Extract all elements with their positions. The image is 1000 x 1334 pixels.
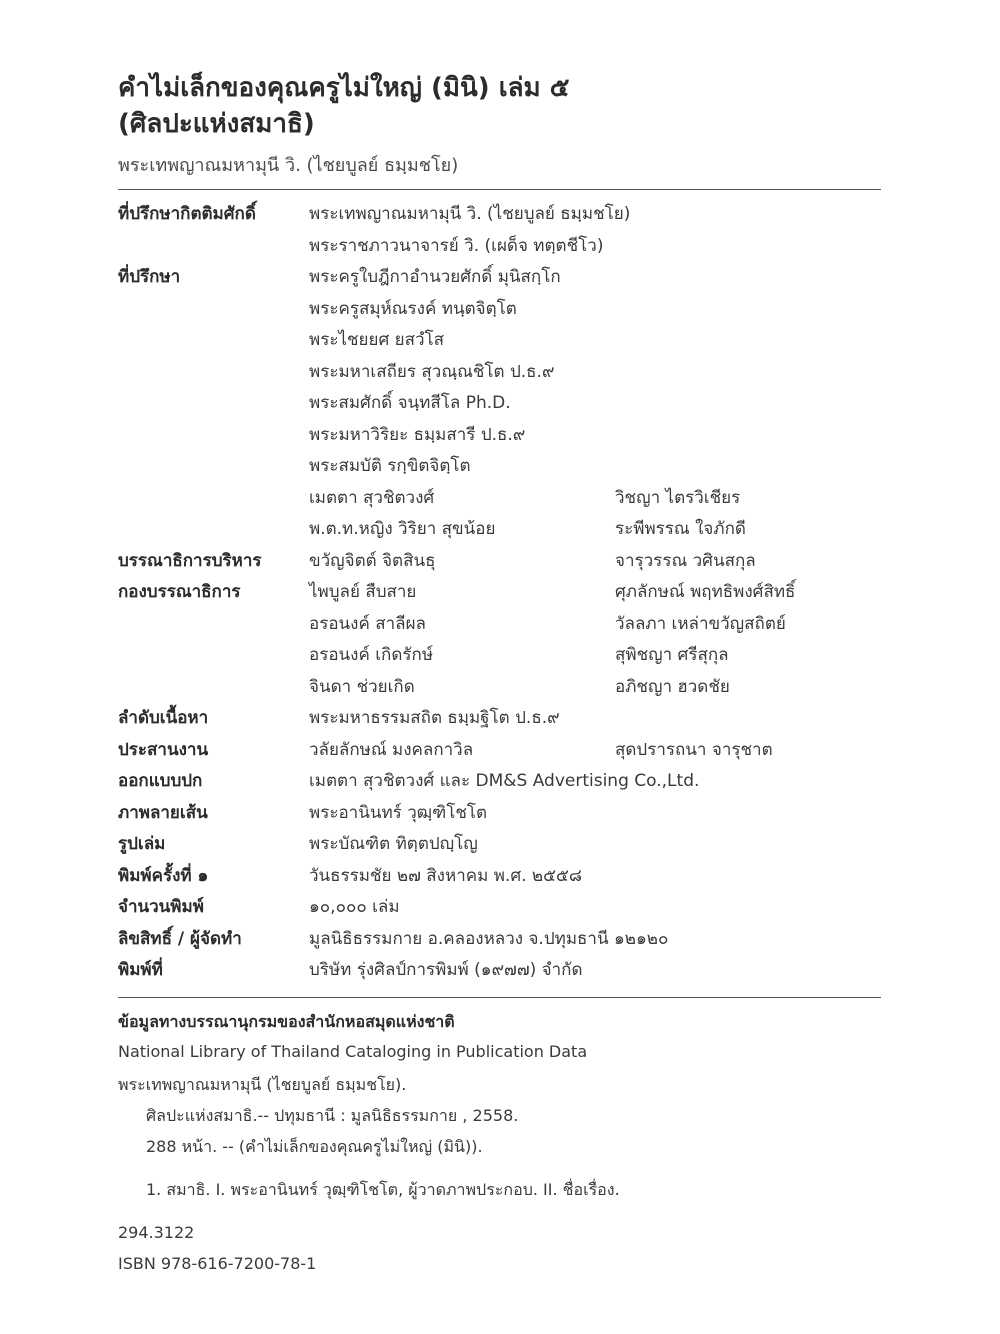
cip-class-number: 294.3122	[118, 1223, 195, 1242]
credit-person: พระเทพญาณมหามุนี วิ. (ไชยบูลย์ ธมฺมชโย)	[309, 204, 631, 224]
credit-role: ที่ปรึกษา	[118, 267, 181, 287]
credit-person: ขวัญจิตต์ จิตสินธุ	[309, 550, 436, 571]
credit-person: มูลนิธิธรรมกาย อ.คลองหลวง จ.ปทุมธานี ๑๒๑๒๐	[309, 928, 669, 949]
bottom-divider	[118, 997, 881, 998]
credit-row	[118, 924, 881, 956]
credit-person: เมตตา สุวชิตวงศ์	[309, 487, 435, 508]
credit-person: เมตตา สุวชิตวงศ์ และ DM&S Advertising Co.,Ltd.	[309, 771, 700, 791]
credit-person: ศุภลักษณ์ พฤทธิพงศ์สิทธิ์	[615, 582, 796, 602]
credit-row	[118, 325, 881, 357]
credit-person: ระพีพรรณ ใจภักดี	[615, 519, 746, 539]
credit-row	[118, 703, 881, 735]
credit-person: วัลลภา เหล่าขวัญสถิตย์	[615, 613, 786, 634]
credit-person: ๑๐,๐๐๐ เล่ม	[309, 897, 400, 917]
cip-subjects-line: 1. สมาธิ. I. พระอานินทร์ วุฒฺฑิโชโต, ผู้วาดภาพประกอบ. II. ชื่อเรื่อง.	[146, 1180, 620, 1199]
credit-person: พระสมศักดิ์ จนฺทสีโล Ph.D.	[309, 393, 511, 413]
credit-person: วิชญา ไตรวิเชียร	[615, 487, 741, 508]
credit-row	[118, 388, 881, 420]
credit-row	[118, 861, 881, 893]
credit-person: พระมหาเสถียร สุวณฺณชิโต ป.ธ.๙	[309, 361, 555, 382]
credit-role: บรรณาธิการบริหาร	[118, 550, 262, 571]
credit-row	[118, 231, 881, 263]
credit-row	[118, 294, 881, 326]
credit-role: ที่ปรึกษากิตติมศักดิ์	[118, 204, 256, 224]
credit-person: วันธรรมชัย ๒๗ สิงหาคม พ.ศ. ๒๕๕๘	[309, 865, 582, 886]
cip-main-entry: พระเทพญาณมหามุนี (ไชยบูลย์ ธมฺมชโย).	[118, 1075, 407, 1094]
credit-row	[118, 735, 881, 767]
credit-person: พระสมบัติ รกฺขิตจิตฺโต	[309, 456, 471, 476]
credit-person: พระมหาธรรมสถิต ธมฺมฐิโต ป.ธ.๙	[309, 708, 560, 728]
credit-row	[118, 766, 881, 798]
credit-row	[118, 483, 881, 515]
credit-role: ลิขสิทธิ์ / ผู้จัดทำ	[118, 928, 242, 949]
credit-person: พระไชยยศ ยสวํโส	[309, 330, 445, 350]
credit-role: กองบรรณาธิการ	[118, 582, 241, 602]
credit-person: อภิชญา ฮวดชัย	[615, 676, 730, 697]
credit-row	[118, 829, 881, 861]
credit-person: พ.ต.ท.หญิง วิริยา สุขน้อย	[309, 519, 496, 539]
credit-person: สุพิชญา ศรีสุกุล	[615, 645, 729, 665]
credit-role: รูปเล่ม	[118, 834, 166, 854]
credit-row	[118, 514, 881, 546]
cip-heading-english: National Library of Thailand Cataloging in Publication Data	[118, 1042, 588, 1061]
credit-row	[118, 451, 881, 483]
cip-isbn: ISBN 978-616-7200-78-1	[118, 1254, 317, 1273]
credit-row	[118, 609, 881, 641]
cip-heading-thai: ข้อมูลทางบรรณานุกรมของสำนักหอสมุดแห่งชาติ	[118, 1012, 455, 1031]
credit-row	[118, 672, 881, 704]
credit-role: ภาพลายเส้น	[118, 802, 208, 823]
credit-role: ออกแบบปก	[118, 771, 203, 791]
credit-person: จารุวรรณ วศินสกุล	[615, 550, 756, 571]
credit-role: พิมพ์ครั้งที่ ๑	[118, 865, 209, 886]
credit-person: อรอนงค์ สาลีผล	[309, 613, 426, 634]
credit-person: พระมหาวิริยะ ธมฺมสารี ป.ธ.๙	[309, 424, 526, 445]
cip-block	[118, 1007, 881, 1279]
author: พระเทพญาณมหามุนี วิ. (ไชยบูลย์ ธมฺมชโย)	[118, 155, 459, 176]
cip-pages-line: 288 หน้า. -- (คำไม่เล็กของคุณครูไม่ใหญ่ (มินิ)).	[146, 1137, 483, 1156]
credit-person: อรอนงค์ เกิดรักษ์	[309, 645, 434, 665]
credit-person: บริษัท รุ่งศิลป์การพิมพ์ (๑๙๗๗) จำกัด	[309, 960, 583, 980]
credit-person: ไพบูลย์ สืบสาย	[309, 582, 417, 602]
book-title-line-1: คำไม่เล็กของคุณครูไม่ใหญ่ (มินิ) เล่ม ๕	[118, 73, 570, 103]
credit-role: ลำดับเนื้อหา	[118, 708, 209, 728]
credit-row	[118, 262, 881, 294]
credit-person: จินดา ช่วยเกิด	[309, 676, 415, 697]
credit-person: พระราชภาวนาจารย์ วิ. (เผด็จ ทตฺตชีโว)	[309, 235, 604, 256]
credit-person: สุดปรารถนา จารุชาต	[615, 739, 773, 760]
credit-person: พระบัณฑิต ทิตฺตปญฺโญ	[309, 834, 478, 854]
credit-row	[118, 892, 881, 924]
cip-title-line: ศิลปะแห่งสมาธิ.-- ปทุมธานี : มูลนิธิธรรมกาย , 2558.	[146, 1106, 519, 1125]
credit-person: พระครูใบฎีกาอำนวยศักดิ์ มุนิสกฺโก	[309, 267, 561, 287]
credit-row	[118, 199, 881, 231]
credit-row	[118, 955, 881, 987]
credit-row	[118, 798, 881, 830]
credit-person: พระอานินทร์ วุฒฺฑิโชโต	[309, 802, 488, 823]
credit-row	[118, 420, 881, 452]
credit-person: พระครูสมุห์ณรงค์ ทนฺตจิตฺโต	[309, 298, 517, 319]
book-title	[118, 70, 898, 142]
credit-row	[118, 577, 881, 609]
credit-row	[118, 546, 881, 578]
credit-role: พิมพ์ที่	[118, 960, 163, 980]
credit-row	[118, 357, 881, 389]
credit-row	[118, 640, 881, 672]
book-title-line-2: (ศิลปะแห่งสมาธิ)	[118, 109, 315, 139]
credit-role: ประสานงาน	[118, 739, 209, 760]
credit-person: วลัยลักษณ์ มงคลกาวิล	[309, 739, 474, 760]
top-divider	[118, 189, 881, 190]
credits-list	[118, 199, 881, 987]
credit-role: จำนวนพิมพ์	[118, 897, 204, 917]
